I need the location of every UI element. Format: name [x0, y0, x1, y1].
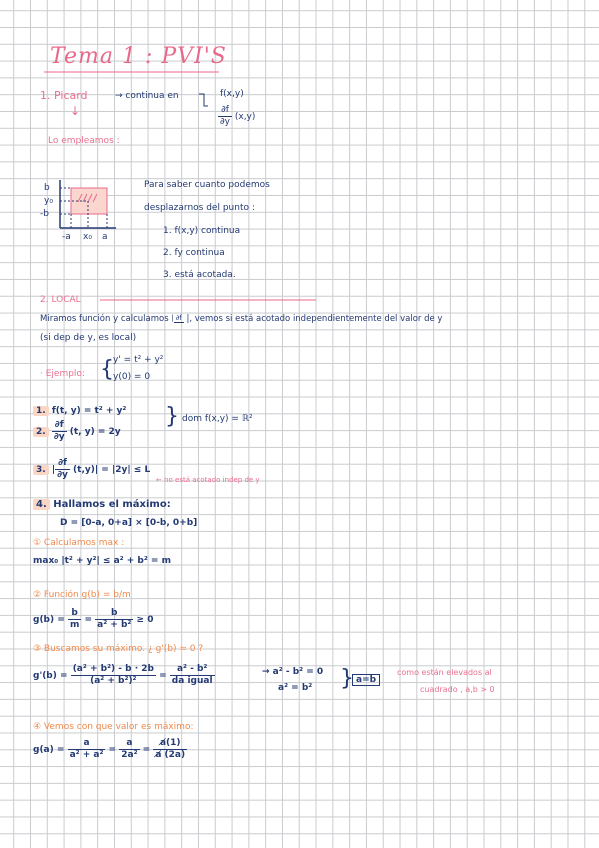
s4-expr: g(a) = $\frac{a}{\text{a² + a²}}$ = $\frac{a}{\text{2a²}}$ = $\frac{a̸(1)}{a̸ (2a)}$: [33, 738, 186, 760]
graph-mb: -b: [40, 209, 49, 219]
step3-frac: [55, 458, 70, 481]
s1-label: ① Calculamos max :: [33, 538, 125, 548]
s4-f2d: 2a²: [121, 750, 138, 760]
s3-e1: → a² - b² = 0: [262, 667, 324, 677]
explain-line1: Para saber cuanto podemos: [144, 180, 270, 190]
down-arrow-icon: ↓: [70, 104, 81, 118]
s4-lhs: g(a) =: [33, 745, 65, 755]
local-line: [100, 299, 316, 302]
local-line1: [40, 314, 442, 325]
s3-label: ③ Buscamos su máximo. ¿ g'(b) = 0 ?: [33, 644, 204, 654]
picard-cond1: f(x,y): [220, 89, 244, 99]
step4: [33, 499, 171, 510]
s3-f2d: da igual: [171, 676, 213, 686]
step2-num-d: ∂f: [52, 420, 67, 432]
s3-lhs: g'(b) =: [33, 671, 68, 681]
explain-item-1: 1. f(x,y) continua: [163, 226, 241, 236]
s4-f3n: a̸(1): [153, 738, 187, 750]
explain-line2: desplazarnos del punto :: [144, 203, 255, 213]
s2-expr: g(b) = $\frac{b}{m}$ = $\frac{b}{\text{a² + b²}}$ ≥ 0: [33, 608, 154, 630]
local-line1a: Miramos función y calculamos: [40, 314, 169, 324]
local-header: 2. LOCAL: [40, 295, 81, 305]
lo-empleamos: Lo empleamos :: [48, 136, 120, 146]
s3-frac1: [71, 664, 156, 687]
step2-num: 2.: [33, 427, 49, 437]
s3-f2n: a² - b²: [170, 664, 215, 676]
graph-x0: x₀: [83, 232, 92, 242]
explain-item-2: 2. fy continua: [163, 248, 225, 258]
local-deriv-num: ∂f: [175, 314, 182, 322]
s3-brace-icon: }: [340, 666, 354, 691]
explain-item-3: 3. está acotada.: [163, 270, 236, 280]
step3: 3. | $\frac{\partial f}{\partial y}$ (t,y)| = |2y| ≤ L: [33, 458, 150, 481]
local-deriv: | ∂f: [171, 314, 182, 322]
step2-den-d: ∂y: [53, 432, 65, 442]
s4-f3d: a̸ (2a): [155, 750, 186, 760]
s2-f1n: b: [68, 608, 81, 620]
step4-label: Hallamos el máximo:: [53, 499, 171, 510]
s3-note1: como están elevados al: [397, 668, 492, 677]
s4-frac3: [153, 738, 187, 761]
step3-num-d: ∂f: [55, 458, 70, 470]
step2-rest: (t, y) = 2y: [69, 427, 121, 437]
picard-arrow-text: → continua en: [115, 91, 179, 101]
s3-frac2: [170, 664, 215, 687]
s2-f2n: b: [95, 608, 133, 620]
ejemplo-eq1: y' = t² + y²: [113, 355, 164, 365]
picard-brace-icon: [198, 92, 210, 108]
picard-label: 1. Picard: [40, 89, 88, 102]
s4-f1n: a: [68, 738, 106, 750]
step1-expr: f(t, y) = t² + y²: [51, 406, 127, 416]
region-graph: [48, 178, 118, 238]
s4-label: ④ Vemos con que valor es máximo:: [33, 722, 194, 732]
local-line1b: |, vemos si está acotado independientemente del valor de y: [186, 314, 443, 324]
s3-f1n: (a² + b²) - b · 2b: [72, 664, 154, 674]
s3-f1d: (a² + b²)²: [90, 676, 137, 686]
s2-label: ② Función g(b) = b/m: [33, 590, 131, 600]
step2: [33, 420, 121, 443]
s4-f2n: a: [119, 738, 139, 750]
deriv-den: ∂y: [220, 117, 230, 127]
ejemplo-brace-icon: {: [100, 357, 114, 382]
step1: [33, 406, 126, 417]
s4-frac1: [68, 738, 106, 761]
graph-a: a: [102, 232, 108, 242]
dom-brace-icon: }: [165, 404, 179, 429]
s3-ab-box: a=b: [352, 674, 380, 686]
picard-cond2-args: (x,y): [234, 112, 256, 122]
graph-y0: y₀: [44, 196, 53, 206]
s4-f1d: a² + a²: [69, 750, 104, 760]
s2-tail: ≥ 0: [136, 615, 154, 625]
ejemplo-label: · Ejemplo:: [40, 369, 85, 379]
s2-f1d: m: [69, 620, 80, 630]
local-line2: (si dep de y, es local): [40, 333, 137, 343]
ejemplo-eq2: y(0) = 0: [113, 372, 151, 382]
step1-num: 1.: [33, 406, 49, 416]
s1-expr: max₀ |t² + y²| ≤ a² + b² = m: [33, 556, 171, 566]
deriv-num: ∂f: [218, 105, 232, 117]
page-title: Tema 1 : PVI'S: [50, 44, 227, 69]
step3-note: ← no está acotado indep de y: [156, 476, 260, 484]
s2-lhs: g(b) =: [33, 615, 65, 625]
step4-num: 4.: [33, 499, 50, 510]
step3-num: 3.: [33, 465, 49, 475]
s3-note2: cuadrado , a,b > 0: [420, 685, 495, 694]
step2-frac: [52, 420, 67, 443]
step4-D: D = [0-a, 0+a] × [0-b, 0+b]: [60, 518, 198, 528]
s2-frac2: [95, 608, 133, 631]
s2-f2d: a² + b²: [97, 620, 132, 630]
step3-den-d: ∂y: [57, 470, 68, 480]
s3-expr: g'(b) = $\frac{\text{(a² + b²) - b · 2b}}{\text{(a² + b²)²}}$ = $\frac{\text{a² - b²}}{\text{da igual}}$: [33, 664, 213, 686]
dom-expr: dom f(x,y) = ℝ²: [182, 414, 253, 424]
graph-ma: -a: [62, 232, 71, 242]
s2-frac1: [68, 608, 81, 631]
s3-ab: [352, 675, 380, 686]
s4-frac2: [119, 738, 139, 761]
step3-rest: (t,y)| = |2y| ≤ L: [73, 465, 151, 475]
s3-e2: a² = b²: [278, 683, 313, 693]
title-underline: [44, 70, 219, 74]
graph-b: b: [44, 183, 50, 193]
picard-cond2: [218, 105, 255, 128]
